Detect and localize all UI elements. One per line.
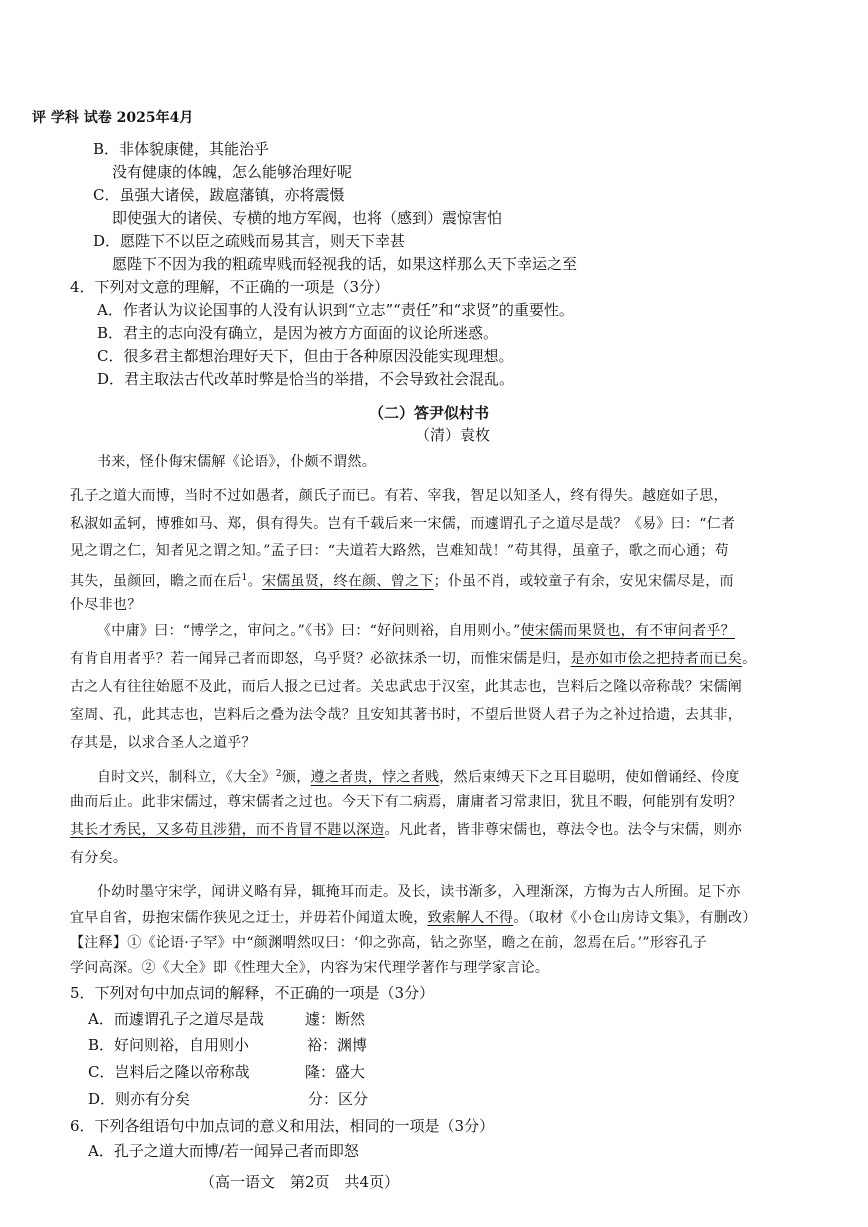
question-5-option-a: A．而遽谓孔子之道尽是哉 (88, 1010, 264, 1028)
option-d-translation: 愿陛下不因为我的粗疏卑贱而轻视我的话，如果这样那么天下幸运之至 (112, 255, 578, 273)
question-6-option-a: A．孔子之道大而博/若一闻异己者而即怒 (88, 1142, 359, 1160)
question-4-option-a: A．作者认为议论国事的人没有认识到“立志”“责任”和“求贤”的重要性。 (97, 301, 574, 319)
question-5-option-a-gloss: 遽：断然 (305, 1010, 366, 1028)
text-segment: ，然后束缚天下之耳目聪明，使如僧诵经、伶度 (439, 769, 740, 786)
text-segment: 。 (742, 651, 757, 667)
passage-line: 私淑如孟轲，博雅如马、郑，俱有得失。岂有千载后来一宋儒，而遽谓孔子之道尽是哉？《易》曰：“仁者 (70, 516, 736, 532)
passage-line: 存其是，以求合圣人之道乎？ (70, 735, 256, 751)
question-5-option-c: C．岂料后之隆以帝称哉 (88, 1063, 250, 1081)
question-5-stem: 5．下列对句中加点词的解释，不正确的一项是（3分） (70, 984, 435, 1002)
footnote-marker: 2 (275, 769, 282, 779)
passage-line: 书来，怪仆侮宋儒解《论语》，仆颇不谓然。 (97, 454, 376, 470)
passage-line: 孔子之道大而博，当时不过如愚者，颜氏子而已。有若、宰我，智足以知圣人，终有得失。越庭如子思， (70, 488, 728, 504)
question-6-stem: 6．下列各组语句中加点词的意义和用法，相同的一项是（3分） (70, 1117, 495, 1135)
option-b-translation: 没有健康的体魄，怎么能够治理好呢 (112, 163, 353, 181)
footnote-line: 【注释】①《论语·子罕》中“颜渊喟然叹曰：‘仰之弥高，钻之弥坚，瞻之在前，忽焉在后。’”形容孔子 (70, 935, 708, 951)
underlined-sentence: 致索解人不得 (427, 910, 514, 926)
text-segment: 。（取材《小仓山房诗文集》，有删改） (513, 910, 757, 926)
passage-line: 有分矣。 (70, 850, 128, 866)
question-4-option-c: C．很多君主都想治理好天下，但由于各种原因没能实现理想。 (97, 347, 514, 365)
text-segment: 自时文兴，制科立，《大全》 (97, 769, 276, 786)
option-b: B．非体貌康健，其能治乎 (93, 140, 270, 158)
question-5-option-b-gloss: 裕：渊博 (307, 1036, 368, 1054)
underlined-sentence: 宋儒虽贤，终在颜、曾之下 (261, 573, 434, 590)
question-5-option-b: B．好问则裕，自用则小 (88, 1036, 250, 1054)
passage-line (70, 908, 757, 928)
footnote-marker: 1 (241, 573, 248, 583)
passage-line (97, 764, 740, 788)
underlined-sentence: 其长才秀民，又多苟且涉猎，而不肯冒不韪以深造 (70, 822, 385, 838)
question-4-stem: 4．下列对文意的理解，不正确的一项是（3分） (70, 278, 390, 296)
exam-header: 评 学科 试卷 2025年4月 (32, 110, 194, 126)
passage-title: （二）答尹似村书 (369, 404, 490, 422)
passage-line: 古之人有往往始愿不及此，而后人报之已过者。关忠武忠于汉室，此其志也，岂料后之隆以帝称哉？宋儒阐 (70, 679, 743, 695)
underlined-sentence: 遵之者贵，悖之者贱 (310, 769, 440, 786)
option-c: C．虽强大诸侯，跋扈藩镇，亦将震慑 (93, 186, 345, 204)
text-segment: 《中庸》曰：“博学之，审问之。”《书》曰：“好问则裕，自用则小。” (97, 623, 521, 639)
underlined-sentence: 使宋儒而果贤也，有不审问者乎？ (520, 623, 736, 639)
question-4-option-b: B．君主的志向没有确立，是因为被方方面面的议论所迷惑。 (97, 324, 499, 342)
option-d: D．愿陛下不以臣之疏贱而易其言，则天下幸甚 (93, 232, 406, 250)
question-5-option-d: D．则亦有分矣 (88, 1090, 191, 1108)
text-segment: 。凡此者，皆非尊宋儒也，尊法令也。法令与宋儒，则亦 (384, 822, 743, 838)
underlined-sentence: 是亦如市侩之把持者而已矣 (570, 651, 743, 667)
question-5-option-d-gloss: 分：区分 (308, 1090, 369, 1108)
passage-line (70, 820, 742, 840)
passage-line: 仆幼时墨守宋学，闻讲义略有异，辄掩耳而走。及长，读书渐多，入理渐深，方悔为古人所囿。足下亦 (97, 884, 741, 900)
passage-line: 曲而后止。此非宋儒过，尊宋儒者之过也。今天下有二病焉，庸庸者习常隶旧，犹且不暇，何能别有发明？ (70, 794, 743, 810)
passage-line: 仆尽非也？ (70, 597, 142, 613)
text-segment: 。 (247, 573, 262, 590)
footnote-line: 学问高深。②《大全》即《性理大全》，内容为宋代理学著作与理学家言论。 (70, 960, 550, 976)
passage-line (70, 649, 756, 669)
passage-line (97, 621, 735, 641)
option-c-translation: 即使强大的诸侯、专横的地方军阀，也将（感到）震惊害怕 (112, 209, 503, 227)
text-segment: 其失，虽颜回，瞻之而在后 (70, 573, 242, 590)
text-segment: 有肯自用者乎？若一闻异己者而即怒，乌乎贤？必欲抹杀一切，而惟宋儒是归， (70, 651, 571, 667)
passage-author: （清）袁枚 (415, 426, 491, 444)
question-5-option-c-gloss: 隆：盛大 (305, 1063, 366, 1081)
passage-line (70, 568, 734, 592)
text-segment: ；仆虽不肖，或较童子有余，安见宋儒尽是，而 (433, 573, 734, 590)
text-segment: 宜早自省，毋抱宋儒作狭见之迂士，并毋若仆闻道太晚， (70, 910, 428, 926)
page-footer: （高一语文 第2页 共4页） (200, 1173, 400, 1191)
passage-line: 室周、孔，此其志也，岂料后之叠为法令哉？且安知其著书时，不望后世贤人君子为之补过拾遗，去其非， (70, 707, 743, 723)
text-segment: 颁， (281, 769, 311, 786)
question-4-option-d: D．君主取法古代改革时弊是恰当的举措，不会导致社会混乱。 (97, 370, 515, 388)
passage-line: 见之谓之仁，知者见之谓之知。”孟子曰：“夫道若大路然，岂难知哉！”苟其得，虽童子，歌之而心通；苟 (70, 543, 729, 559)
